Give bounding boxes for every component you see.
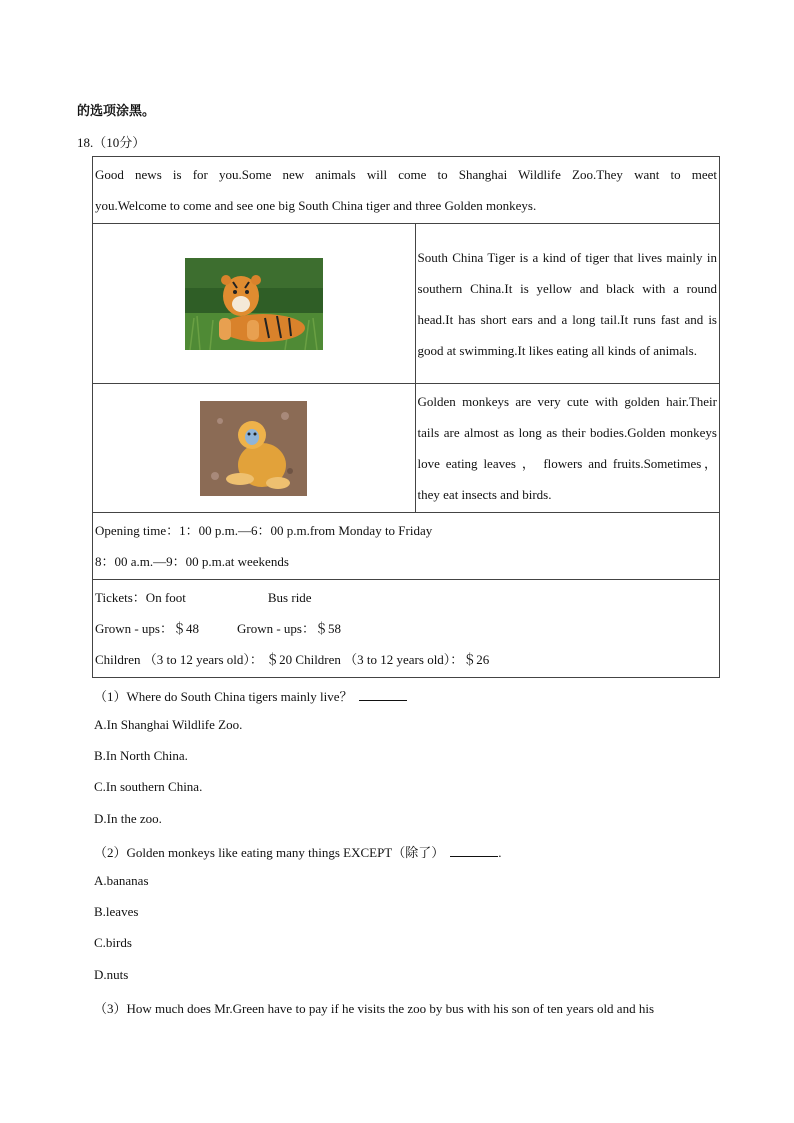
question-2-stem: （2）Golden monkeys like eating many things EXCEPT（除了） bbox=[94, 845, 445, 860]
question-2-suffix: . bbox=[498, 845, 502, 860]
q2-option-d[interactable]: D.nuts bbox=[94, 967, 129, 982]
passage-table bbox=[92, 156, 720, 678]
opening-cell bbox=[93, 513, 720, 580]
instruction-fragment: 的选项涂黑。 bbox=[77, 104, 156, 119]
tickets-on-foot-label: Tickets：On foot bbox=[95, 590, 186, 605]
question-3 bbox=[94, 998, 720, 1017]
news-line-1: Good news is for you.Some new animals will come to Shanghai Wildlife Zoo.They want to meet bbox=[95, 167, 717, 182]
tiger-text-cell bbox=[415, 224, 719, 384]
monkey-image bbox=[200, 401, 307, 496]
monkey-image-cell bbox=[93, 384, 416, 513]
opening-row bbox=[93, 513, 720, 580]
q1-option-d[interactable]: D.In the zoo. bbox=[94, 811, 162, 826]
tickets-header-line bbox=[93, 582, 719, 613]
question-number: 18.（10分） bbox=[77, 135, 146, 150]
q2-option-c[interactable]: C.birds bbox=[94, 935, 132, 950]
question-3-stem: （3）How much does Mr.Green have to pay if he visits the zoo by bus with his son of ten years old and his bbox=[94, 1001, 654, 1016]
tickets-row bbox=[93, 580, 720, 678]
grownups-line bbox=[93, 613, 719, 644]
tiger-description: South China Tiger is a kind of tiger that lives mainly in southern China.It is yellow and black with a round head.It has short ears and a long tail.It runs fast and is good at swimming.It likes eating all kinds of animals. bbox=[417, 249, 717, 358]
monkey-text-cell bbox=[415, 384, 719, 513]
children-foot-price: Children （3 to 12 years old）： ＄20 bbox=[95, 652, 293, 667]
bus-ride-label: Bus ride bbox=[267, 590, 312, 605]
news-row bbox=[93, 157, 720, 224]
question-2 bbox=[94, 842, 502, 861]
q1-option-a[interactable]: A.In Shanghai Wildlife Zoo. bbox=[94, 717, 243, 732]
children-bus-price: Children （3 to 12 years old）：＄26 bbox=[295, 652, 490, 667]
monkey-description: Golden monkeys are very cute with golden hair.Their tails are almost as long as their bodies.Golden monkeys love eating leaves ， flowers and fruits.Sometimes，they eat insects and birds. bbox=[417, 394, 717, 502]
q2-option-a[interactable]: A.bananas bbox=[94, 873, 149, 888]
children-line bbox=[93, 644, 719, 675]
opening-time-line-1: Opening time：1：00 p.m.—6：00 p.m.from Monday to Friday bbox=[95, 523, 433, 538]
tickets-cell bbox=[93, 580, 720, 678]
tiger-image bbox=[185, 258, 323, 350]
news-cell bbox=[93, 157, 720, 224]
opening-time-line-2: 8：00 a.m.—9：00 p.m.at weekends bbox=[95, 554, 289, 569]
question-1-stem: （1）Where do South China tigers mainly live？ bbox=[94, 689, 353, 704]
grownups-bus-price: Grown - ups：＄58 bbox=[237, 621, 341, 636]
q1-option-c[interactable]: C.In southern China. bbox=[94, 779, 203, 794]
monkey-row bbox=[93, 384, 720, 513]
grownups-foot-price: Grown - ups：＄48 bbox=[95, 621, 199, 636]
tiger-image-cell bbox=[93, 224, 416, 384]
question-1 bbox=[94, 686, 407, 705]
tiger-row bbox=[93, 224, 720, 384]
q1-option-b[interactable]: B.In North China. bbox=[94, 748, 188, 763]
answer-blank-2[interactable] bbox=[450, 845, 498, 857]
q2-option-b[interactable]: B.leaves bbox=[94, 904, 139, 919]
answer-blank-1[interactable] bbox=[359, 689, 407, 701]
news-line-2: you.Welcome to come and see one big South China tiger and three Golden monkeys. bbox=[95, 198, 537, 213]
